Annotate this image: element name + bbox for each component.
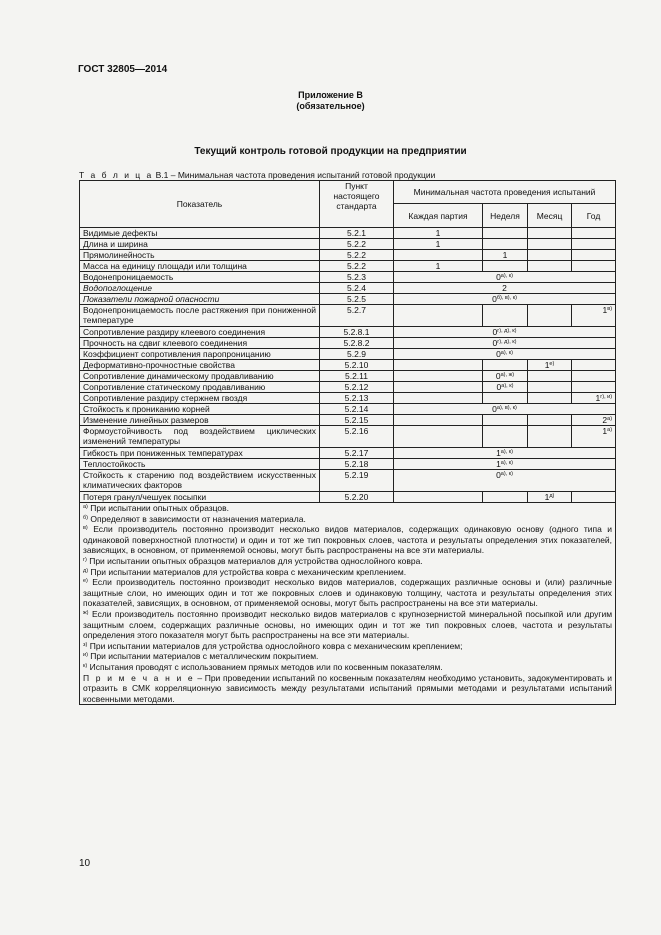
table-row xyxy=(80,360,616,371)
row-clause: 5.2.14 xyxy=(320,404,394,415)
freq-week: $0^{а), ж)}$ xyxy=(483,371,528,382)
table-row xyxy=(80,382,616,393)
header-frequency: Минимальная частота проведения испытаний xyxy=(394,181,616,204)
table-row xyxy=(80,404,616,415)
row-clause: 5.2.11 xyxy=(320,371,394,382)
row-indicator: Масса на единицу площади или толщина xyxy=(80,261,320,272)
table-row xyxy=(80,239,616,250)
row-clause: 5.2.1 xyxy=(320,228,394,239)
header-month: Месяц xyxy=(528,204,572,228)
freq-month: $1^{д)}$ xyxy=(528,492,572,503)
row-indicator: Показатели пожарной опасности xyxy=(80,294,320,305)
appendix-heading xyxy=(0,90,661,112)
table-row xyxy=(80,349,616,360)
standard-header: ГОСТ 32805—2014 xyxy=(78,64,168,75)
row-clause: 5.2.2 xyxy=(320,261,394,272)
row-indicator: Сопротивление динамическому продавливанию xyxy=(80,371,320,382)
row-indicator: Гибкость при пониженных температурах xyxy=(80,448,320,459)
freq-merged: $0^{а), в), к)}$ xyxy=(394,404,616,415)
header-year: Год xyxy=(572,204,616,228)
row-clause: 5.2.4 xyxy=(320,283,394,294)
footnote: $^{д)}$ При испытании материалов для устройства ковра с механическим креплением. xyxy=(83,566,407,577)
row-indicator: Деформативно-прочностные свойства xyxy=(80,360,320,371)
table-row xyxy=(80,415,616,426)
row-clause: 5.2.18 xyxy=(320,459,394,470)
table-row xyxy=(80,371,616,382)
table-remark: П р и м е ч а н и е – При проведении испытаний по косвенным показателям необходимо установить, задокументировать и отразить в СМК корреляционную зависимость между результатами испытаний прямыми методами и результатами испытаний косвенными методами. xyxy=(83,672,613,704)
appendix-subtitle: (обязательное) xyxy=(296,101,365,111)
row-indicator: Сопротивление раздиру клеевого соединения xyxy=(80,327,320,338)
table-caption xyxy=(79,170,435,180)
freq-year: $2^{а)}$ xyxy=(572,415,616,426)
freq-merged: $0^{г), д), к)}$ xyxy=(394,338,616,349)
row-indicator: Прочность на сдвиг клеевого соединения xyxy=(80,338,320,349)
row-clause: 5.2.3 xyxy=(320,272,394,283)
footnotes-row xyxy=(80,503,616,705)
table-row xyxy=(80,228,616,239)
footnote: $^{а)}$ При испытании опытных образцов. xyxy=(83,503,229,513)
row-indicator: Длина и ширина xyxy=(80,239,320,250)
header-indicator: Показатель xyxy=(80,181,320,228)
table-row xyxy=(80,305,616,327)
row-clause: 5.2.20 xyxy=(320,492,394,503)
freq-merged: $0^{б), в), к)}$ xyxy=(394,294,616,305)
table-row xyxy=(80,459,616,470)
row-indicator: Видимые дефекты xyxy=(80,228,320,239)
table-row xyxy=(80,393,616,404)
row-indicator: Теплостойкость xyxy=(80,459,320,470)
row-clause: 5.2.2 xyxy=(320,250,394,261)
row-clause: 5.2.8.1 xyxy=(320,327,394,338)
table-footnotes xyxy=(80,503,616,705)
freq-week: 1 xyxy=(483,250,528,261)
table-row xyxy=(80,294,616,305)
freq-year: $1^{г), и)}$ xyxy=(572,393,616,404)
freq-batch: 1 xyxy=(394,228,483,239)
freq-merged: $1^{а), к)}$ xyxy=(394,448,616,459)
row-clause: 5.2.16 xyxy=(320,426,394,448)
header-clause: Пункт настоящего стандарта xyxy=(320,181,394,228)
row-indicator: Сопротивление раздиру стержнем гвоздя xyxy=(80,393,320,404)
row-indicator: Формоустойчивость под воздействием циклических изменений температуры xyxy=(80,426,320,448)
freq-year: $1^{в)}$ xyxy=(572,305,616,327)
table-row xyxy=(80,426,616,448)
freq-batch: 1 xyxy=(394,239,483,250)
row-indicator: Изменение линейных размеров xyxy=(80,415,320,426)
table-row xyxy=(80,261,616,272)
row-clause: 5.2.13 xyxy=(320,393,394,404)
freq-month: $1^{е)}$ xyxy=(528,360,572,371)
freq-merged: $0^{а), к)}$ xyxy=(394,470,616,492)
section-title: Текущий контроль готовой продукции на предприятии xyxy=(194,146,467,157)
footnote: $^{и)}$ При испытании материалов с металлическим покрытием. xyxy=(83,651,319,662)
footnote: $^{в)}$ Если производитель постоянно производит несколько видов материалов, содержащих одинаковую основу (одного типа и одинаковой поверхностной плотности) и один и тот же тип покровных слоев, частота и результаты определения этих показателей, зависящих, в основном, от применяемой основы, могут быть распространены на все эти материалы. xyxy=(83,524,613,556)
table-row xyxy=(80,283,616,294)
freq-week: $0^{а), к)}$ xyxy=(483,382,528,393)
footnote: $^{е)}$ Если производитель постоянно производит несколько видов материалов, содержащих различные основы и (или) различные защитные слои, но имеющих один и тот же покровных слоев и одинаковую толщину, частота и результаты определения этих показателей, зависящих, в основном, от применяемой основы, могут быть распространены на все эти материалы. xyxy=(83,577,613,609)
footnote: $^{к)}$ Испытания проводят с использованием прямых методов или по косвенным показателям. xyxy=(83,661,443,672)
row-clause: 5.2.2 xyxy=(320,239,394,250)
row-clause: 5.2.17 xyxy=(320,448,394,459)
table-row xyxy=(80,448,616,459)
row-indicator: Прямолинейность xyxy=(80,250,320,261)
freq-merged: $1^{а), к)}$ xyxy=(394,459,616,470)
appendix-title: Приложение В xyxy=(298,90,363,100)
page-number: 10 xyxy=(79,858,91,869)
table-row xyxy=(80,250,616,261)
row-indicator: Водопоглощение xyxy=(80,283,320,294)
freq-merged: $0^{г), д), к)}$ xyxy=(394,327,616,338)
row-indicator: Водонепроницаемость xyxy=(80,272,320,283)
row-clause: 5.2.15 xyxy=(320,415,394,426)
footnote: $^{г)}$ При испытании опытных образцов материалов для устройства однослойного ковра. xyxy=(83,555,423,566)
row-indicator: Водонепроницаемость после растяжения при пониженной температуре xyxy=(80,305,320,327)
table-row xyxy=(80,327,616,338)
row-clause: 5.2.9 xyxy=(320,349,394,360)
row-clause: 5.2.10 xyxy=(320,360,394,371)
header-batch: Каждая партия xyxy=(394,204,483,228)
row-clause: 5.2.8.2 xyxy=(320,338,394,349)
row-clause: 5.2.7 xyxy=(320,305,394,327)
freq-batch: 1 xyxy=(394,261,483,272)
freq-merged: $0^{а), к)}$ xyxy=(394,272,616,283)
row-clause: 5.2.12 xyxy=(320,382,394,393)
row-indicator: Стойкость к прониканию корней xyxy=(80,404,320,415)
table-row xyxy=(80,272,616,283)
row-clause: 5.2.5 xyxy=(320,294,394,305)
table-row xyxy=(80,492,616,503)
footnote: $^{ж)}$ Если производитель постоянно производит несколько видов материалов с крупнозернистой минеральной посыпкой или другим защитным слоем, содержащих различные основы, но имеющих один и тот же тип покровных слоев, частота и результаты определения этого показателя могут быть распространены на все эти материалы. xyxy=(83,608,613,641)
freq-year: $1^{а)}$ xyxy=(572,426,616,448)
row-indicator: Коэффициент сопротивления паропроницанию xyxy=(80,349,320,360)
table-row xyxy=(80,338,616,349)
table-caption-label: Т а б л и ц а xyxy=(79,170,154,180)
footnote: $^{б)}$ Определяют в зависимости от назначения материала. xyxy=(83,513,306,524)
table-row xyxy=(80,470,616,492)
row-indicator: Стойкость к старению под воздействием искусственных климатических факторов xyxy=(80,470,320,492)
row-indicator: Потеря гранул/чешуек посыпки xyxy=(80,492,320,503)
freq-merged: $0^{а), к)}$ xyxy=(394,349,616,360)
table-caption-text: В.1 – Минимальная частота проведения испытаний готовой продукции xyxy=(155,170,436,180)
header-week: Неделя xyxy=(483,204,528,228)
freq-merged: 2 xyxy=(394,283,616,294)
row-indicator: Сопротивление статическому продавливанию xyxy=(80,382,320,393)
footnote: $^{з)}$ При испытании материалов для устройства однослойного ковра с механическим креплением; xyxy=(83,640,463,651)
frequency-table xyxy=(79,180,616,705)
row-clause: 5.2.19 xyxy=(320,470,394,492)
